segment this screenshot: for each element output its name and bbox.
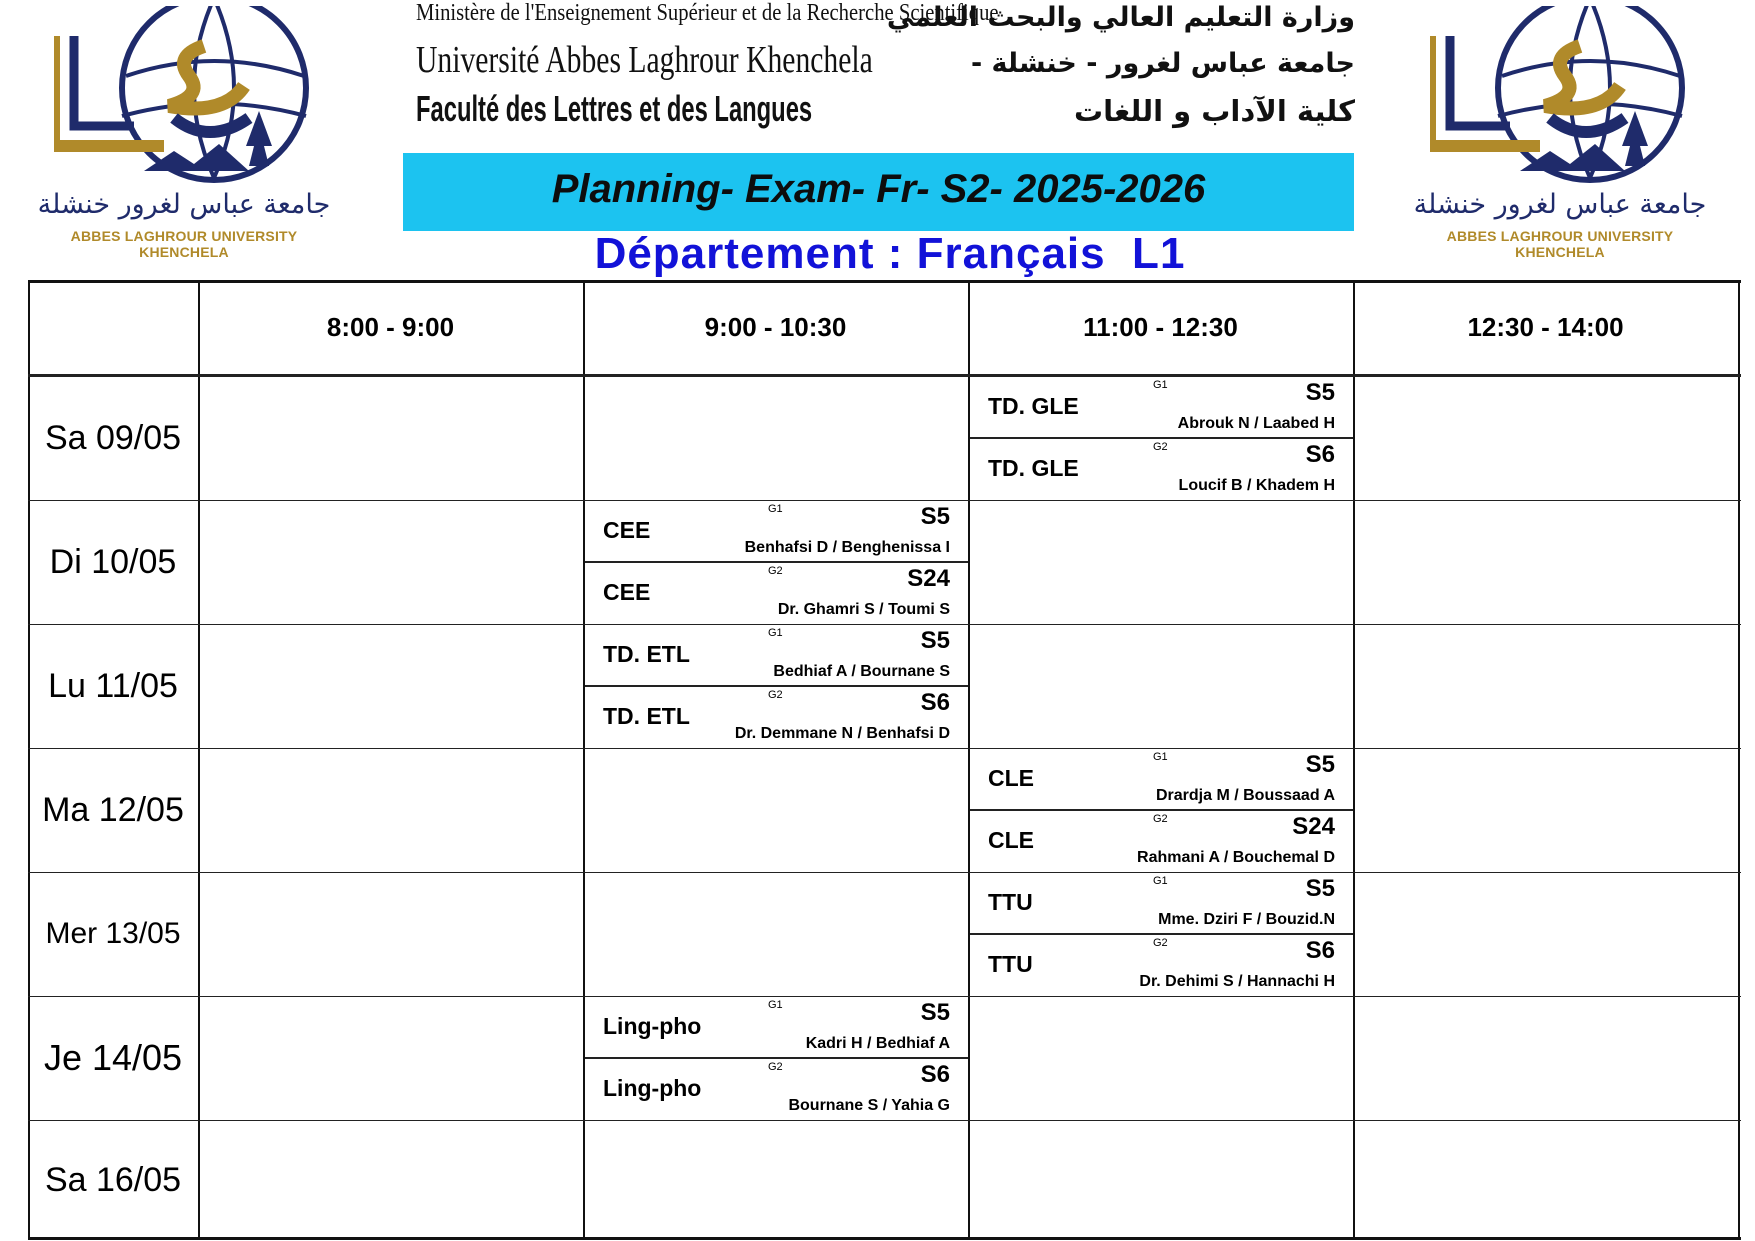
exam-session [585,997,968,1059]
group-label: G1 [768,627,783,639]
proctors: Loucif B / Khadem H [1178,477,1335,494]
room-label: S5 [920,503,950,530]
university-emblem-icon [54,6,314,186]
room-label: S6 [1305,441,1335,468]
university-ar: جامعة عباس لغرور - خنشلة - [970,48,1355,79]
day-label: Sa 16/05 [44,1160,182,1199]
exam-session [970,377,1353,439]
exam-session [585,687,968,747]
university-emblem-icon [1430,6,1690,186]
exam-session [585,563,968,623]
room-label: S24 [1292,813,1335,840]
module-name: CLE [988,765,1034,791]
logo-arabic-name: جامعة عباس لغرور خنشلة [37,189,331,220]
group-label: G1 [768,999,783,1011]
exam-schedule-table [28,280,1741,1240]
proctors: Kadri H / Bedhiaf A [805,1035,950,1052]
university-fr: Université Abbes Laghrour Khenchela [416,39,873,81]
proctors: Mme. Dziri F / Bouzid.N [1158,911,1335,928]
row-divider [28,748,1741,749]
module-name: Ling-pho [603,1013,702,1039]
proctors: Dr. Demmane N / Benhafsi D [734,725,950,742]
group-label: G2 [1153,813,1168,825]
proctors: Drardja M / Boussaad A [1155,787,1335,804]
title-banner [403,153,1354,231]
faculty-ar: كلية الآداب و اللغات [1073,94,1355,128]
time-slot-header: 8:00 - 9:00 [326,311,455,342]
column-divider [1353,280,1355,1240]
proctors: Abrouk N / Laabed H [1177,415,1335,432]
module-name: CLE [988,827,1034,853]
proctors: Dr. Dehimi S / Hannachi H [1139,973,1335,990]
group-label: G2 [768,1061,783,1073]
exam-session [585,501,968,563]
row-divider [28,1120,1741,1121]
exam-session [970,873,1353,935]
department-title: Département : Français L1 [594,229,1186,278]
room-label: S5 [1305,379,1335,406]
group-label: G1 [1153,751,1168,763]
room-label: S6 [920,1061,950,1088]
day-label: Sa 09/05 [44,418,182,457]
proctors: Bournane S / Yahia G [788,1097,950,1114]
exam-session [970,935,1353,995]
group-label: G1 [768,503,783,515]
group-label: G2 [1153,441,1168,453]
logo-english-name: ABBES LAGHROUR UNIVERSITY KHENCHELA [70,228,298,260]
proctors: Benhafsi D / Benghenissa I [744,539,950,556]
room-label: S5 [1305,751,1335,778]
room-label: S5 [920,627,950,654]
exam-session [585,1059,968,1119]
time-slot-header: 12:30 - 14:00 [1467,311,1624,342]
group-label: G1 [1153,875,1168,887]
group-label: G2 [768,689,783,701]
exam-session [970,811,1353,871]
module-name: TD. GLE [988,455,1079,481]
exam-session [970,749,1353,811]
module-name: TD. ETL [603,641,690,667]
day-label: Ma 12/05 [42,790,184,829]
proctors: Bedhiaf A / Bournane S [773,663,950,680]
room-label: S5 [1305,875,1335,902]
time-slot-header: 9:00 - 10:30 [704,311,847,342]
module-name: TTU [988,889,1033,915]
room-label: S5 [920,999,950,1026]
day-label: Di 10/05 [49,542,177,581]
table-border [28,1237,1741,1240]
faculty-fr: Faculté des Lettres et des Langues [416,88,813,129]
proctors: Dr. Ghamri S / Toumi S [777,601,950,618]
logo-arabic-name: جامعة عباس لغرور خنشلة [1413,189,1707,220]
day-label: Mer 13/05 [45,917,181,950]
time-slot-header: 11:00 - 12:30 [1083,311,1238,342]
logo-english-name: ABBES LAGHROUR UNIVERSITY KHENCHELA [1446,228,1674,260]
column-divider [1738,280,1740,1240]
university-logo-left [24,6,344,260]
room-label: S6 [920,689,950,716]
exam-session [970,439,1353,499]
group-label: G2 [768,565,783,577]
module-name: TD. GLE [988,393,1079,419]
column-divider [198,280,200,1240]
ministry-fr: Ministère de l'Enseignement Supérieur et de la Recherche Scientifique [416,0,999,26]
banner-title: Planning- Exam- Fr- S2- 2025-2026 [551,167,1206,211]
proctors: Rahmani A / Bouchemal D [1137,849,1335,866]
day-label: Lu 11/05 [48,666,178,705]
room-label: S6 [1305,937,1335,964]
university-logo-right [1400,6,1720,260]
module-name: TTU [988,951,1033,977]
group-label: G1 [1153,379,1168,391]
module-name: Ling-pho [603,1075,702,1101]
group-label: G2 [1153,937,1168,949]
module-name: CEE [603,517,651,543]
room-label: S24 [907,565,950,592]
day-label: Je 14/05 [43,1037,183,1078]
module-name: CEE [603,579,651,605]
row-divider [28,872,1741,873]
header-divider [28,374,1741,377]
exam-session [585,625,968,687]
module-name: TD. ETL [603,703,690,729]
ministry-ar: وزارة التعليم العالي والبحث العلمي [886,2,1355,33]
